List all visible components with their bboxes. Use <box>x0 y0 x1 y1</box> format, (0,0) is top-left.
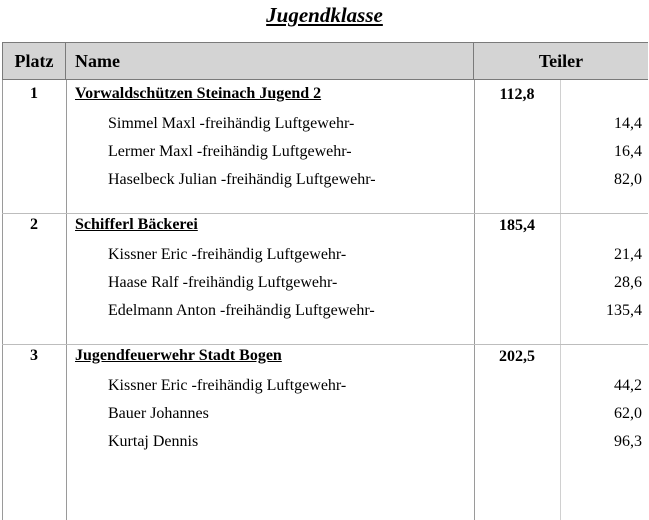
member-score: 44,2 <box>614 377 642 394</box>
member-name: Simmel Maxl -freihändig Luftgewehr- <box>108 115 355 132</box>
team-name: Schifferl Bäckerei <box>75 216 198 233</box>
member-score: 14,4 <box>614 115 642 132</box>
member-score: 28,6 <box>614 274 642 291</box>
header-name: Name <box>66 43 474 80</box>
team-name: Jugendfeuerwehr Stadt Bogen <box>75 347 282 364</box>
member-score: 16,4 <box>614 143 642 160</box>
table-header <box>2 42 648 80</box>
member-score: 21,4 <box>614 246 642 263</box>
member-name: Haselbeck Julian -freihändig Luftgewehr- <box>108 171 376 188</box>
header-platz: Platz <box>2 43 66 80</box>
team-group <box>2 84 648 215</box>
rank: 3 <box>30 347 38 364</box>
team-group <box>2 346 648 477</box>
team-name: Vorwaldschützen Steinach Jugend 2 <box>75 85 322 102</box>
page-title: Jugendklasse <box>266 3 383 27</box>
member-name: Haase Ralf -freihändig Luftgewehr- <box>108 274 338 291</box>
rank: 2 <box>30 216 38 233</box>
rank: 1 <box>30 85 38 102</box>
member-score: 96,3 <box>614 433 642 450</box>
team-total: 185,4 <box>499 217 535 234</box>
member-name: Bauer Johannes <box>108 405 209 422</box>
member-score: 82,0 <box>614 171 642 188</box>
team-group <box>2 215 648 346</box>
results-table <box>2 42 648 482</box>
member-name: Kissner Eric -freihändig Luftgewehr- <box>108 377 347 394</box>
member-name: Edelmann Anton -freihändig Luftgewehr- <box>108 302 375 319</box>
member-score: 135,4 <box>606 302 642 319</box>
team-total: 202,5 <box>499 348 535 365</box>
team-total: 112,8 <box>499 86 535 103</box>
header-teiler: Teiler <box>538 51 584 71</box>
member-name: Lermer Maxl -freihändig Luftgewehr- <box>108 143 352 160</box>
member-name: Kurtaj Dennis <box>108 433 199 450</box>
member-name: Kissner Eric -freihändig Luftgewehr- <box>108 246 347 263</box>
member-score: 62,0 <box>614 405 642 422</box>
